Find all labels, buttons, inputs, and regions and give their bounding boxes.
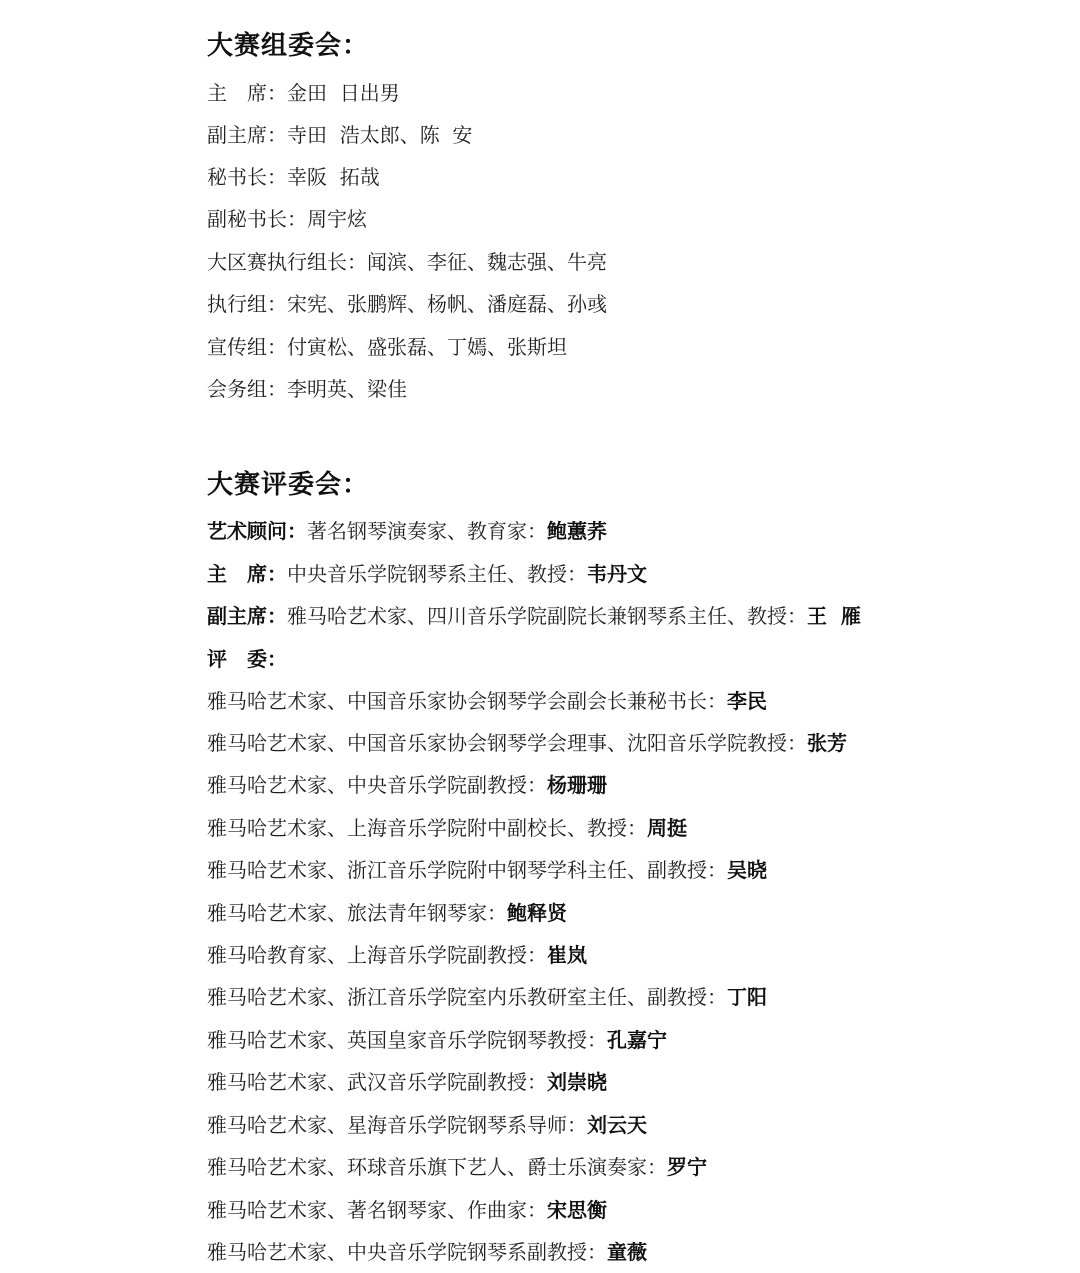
judge-desc: 雅马哈教育家、上海音乐学院副教授： — [207, 943, 547, 967]
judge-desc: 雅马哈艺术家、中央音乐学院副教授： — [207, 773, 547, 797]
judge-desc: 雅马哈艺术家、星海音乐学院钢琴系导师： — [207, 1113, 587, 1137]
judge-desc: 雅马哈艺术家、浙江音乐学院室内乐教研室主任、副教授： — [207, 985, 727, 1009]
org-row-value: 宋宪、张鹏辉、杨帆、潘庭磊、孙彧 — [287, 292, 607, 316]
judge-desc: 雅马哈艺术家、环球音乐旗下艺人、爵士乐演奏家： — [207, 1155, 667, 1179]
judges-label: 评 委： — [207, 647, 287, 671]
judge-desc: 雅马哈艺术家、著名钢琴家、作曲家： — [207, 1198, 547, 1222]
org-row-label: 执行组： — [207, 292, 287, 316]
judge-name: 李民 — [727, 689, 767, 713]
org-row-label: 副秘书长： — [207, 207, 307, 231]
judge-name: 刘云天 — [587, 1113, 647, 1137]
jury-row-name: 鲍蕙荞 — [547, 519, 607, 543]
jury-row-art-advisor — [207, 517, 607, 545]
org-row-vice-chairman — [207, 121, 472, 149]
jury-row-desc: 中央音乐学院钢琴系主任、教授： — [287, 562, 587, 586]
jury-row-label: 副主席： — [207, 604, 287, 628]
judge-row — [207, 814, 687, 842]
jury-row-name: 韦丹文 — [587, 562, 647, 586]
jury-row-name: 王 雁 — [807, 604, 861, 628]
org-row-label: 会务组： — [207, 377, 287, 401]
org-row-exec-group — [207, 290, 607, 318]
jury-row-label: 艺术顾问： — [207, 519, 307, 543]
org-row-value: 李明英、梁佳 — [287, 377, 407, 401]
judge-row — [207, 941, 587, 969]
judge-desc: 雅马哈艺术家、旅法青年钢琴家： — [207, 901, 507, 925]
judge-desc: 雅马哈艺术家、浙江音乐学院附中钢琴学科主任、副教授： — [207, 858, 727, 882]
judge-row — [207, 856, 767, 884]
org-row-value: 周宇炫 — [307, 207, 367, 231]
judge-name: 周挺 — [647, 816, 687, 840]
judge-row — [207, 1026, 667, 1054]
judges-label-row — [207, 645, 287, 673]
org-row-label: 秘书长： — [207, 165, 287, 189]
org-row-label: 宣传组： — [207, 335, 287, 359]
judge-name: 童薇 — [607, 1240, 647, 1264]
org-row-value: 付寅松、盛张磊、丁嫣、张斯坦 — [287, 335, 567, 359]
jury-row-chairman — [207, 560, 647, 588]
judge-name: 崔岚 — [547, 943, 587, 967]
organizing-committee-heading: 大赛组委会： — [207, 31, 370, 61]
judge-row — [207, 899, 567, 927]
org-row-value: 金田 日出男 — [287, 81, 400, 105]
org-row-value: 寺田 浩太郎、陈 安 — [287, 123, 473, 147]
judge-row — [207, 687, 767, 715]
judge-name: 鲍释贤 — [507, 901, 567, 925]
judge-desc: 雅马哈艺术家、中国音乐家协会钢琴学会理事、沈阳音乐学院教授： — [207, 731, 807, 755]
judge-name: 丁阳 — [727, 985, 767, 1009]
judge-name: 刘崇晓 — [547, 1070, 607, 1094]
org-row-publicity-group — [207, 333, 567, 361]
judge-row — [207, 1196, 607, 1224]
judge-desc: 雅马哈艺术家、中央音乐学院钢琴系副教授： — [207, 1240, 607, 1264]
judge-row — [207, 729, 847, 757]
jury-heading: 大赛评委会： — [207, 470, 370, 500]
org-row-conference-group — [207, 375, 407, 403]
org-row-label: 大区赛执行组长： — [207, 250, 367, 274]
judge-row — [207, 1111, 647, 1139]
jury-row-label: 主 席： — [207, 562, 287, 586]
org-row-value: 闻滨、李征、魏志强、牛亮 — [367, 250, 607, 274]
judge-row — [207, 1238, 647, 1266]
org-row-chairman — [207, 79, 400, 107]
judge-desc: 雅马哈艺术家、中国音乐家协会钢琴学会副会长兼秘书长： — [207, 689, 727, 713]
judge-name: 吴晓 — [727, 858, 767, 882]
org-row-value: 幸阪 拓哉 — [287, 165, 380, 189]
org-row-label: 主 席： — [207, 81, 287, 105]
judge-row — [207, 771, 607, 799]
judge-name: 杨珊珊 — [547, 773, 607, 797]
org-row-secretary-general — [207, 163, 380, 191]
judge-name: 张芳 — [807, 731, 847, 755]
judge-row — [207, 1068, 607, 1096]
judge-desc: 雅马哈艺术家、英国皇家音乐学院钢琴教授： — [207, 1028, 607, 1052]
judge-name: 宋思衡 — [547, 1198, 607, 1222]
jury-row-desc: 著名钢琴演奏家、教育家： — [307, 519, 547, 543]
judge-name: 孔嘉宁 — [607, 1028, 667, 1052]
judge-desc: 雅马哈艺术家、上海音乐学院附中副校长、教授： — [207, 816, 647, 840]
judge-row — [207, 1153, 707, 1181]
jury-row-vice-chairman — [207, 602, 861, 630]
jury-row-desc: 雅马哈艺术家、四川音乐学院副院长兼钢琴系主任、教授： — [287, 604, 807, 628]
judge-desc: 雅马哈艺术家、武汉音乐学院副教授： — [207, 1070, 547, 1094]
org-row-label: 副主席： — [207, 123, 287, 147]
org-row-deputy-secretary-general — [207, 205, 367, 233]
judge-name: 罗宁 — [667, 1155, 707, 1179]
org-row-regional-exec-leader — [207, 248, 607, 276]
judge-row — [207, 983, 767, 1011]
